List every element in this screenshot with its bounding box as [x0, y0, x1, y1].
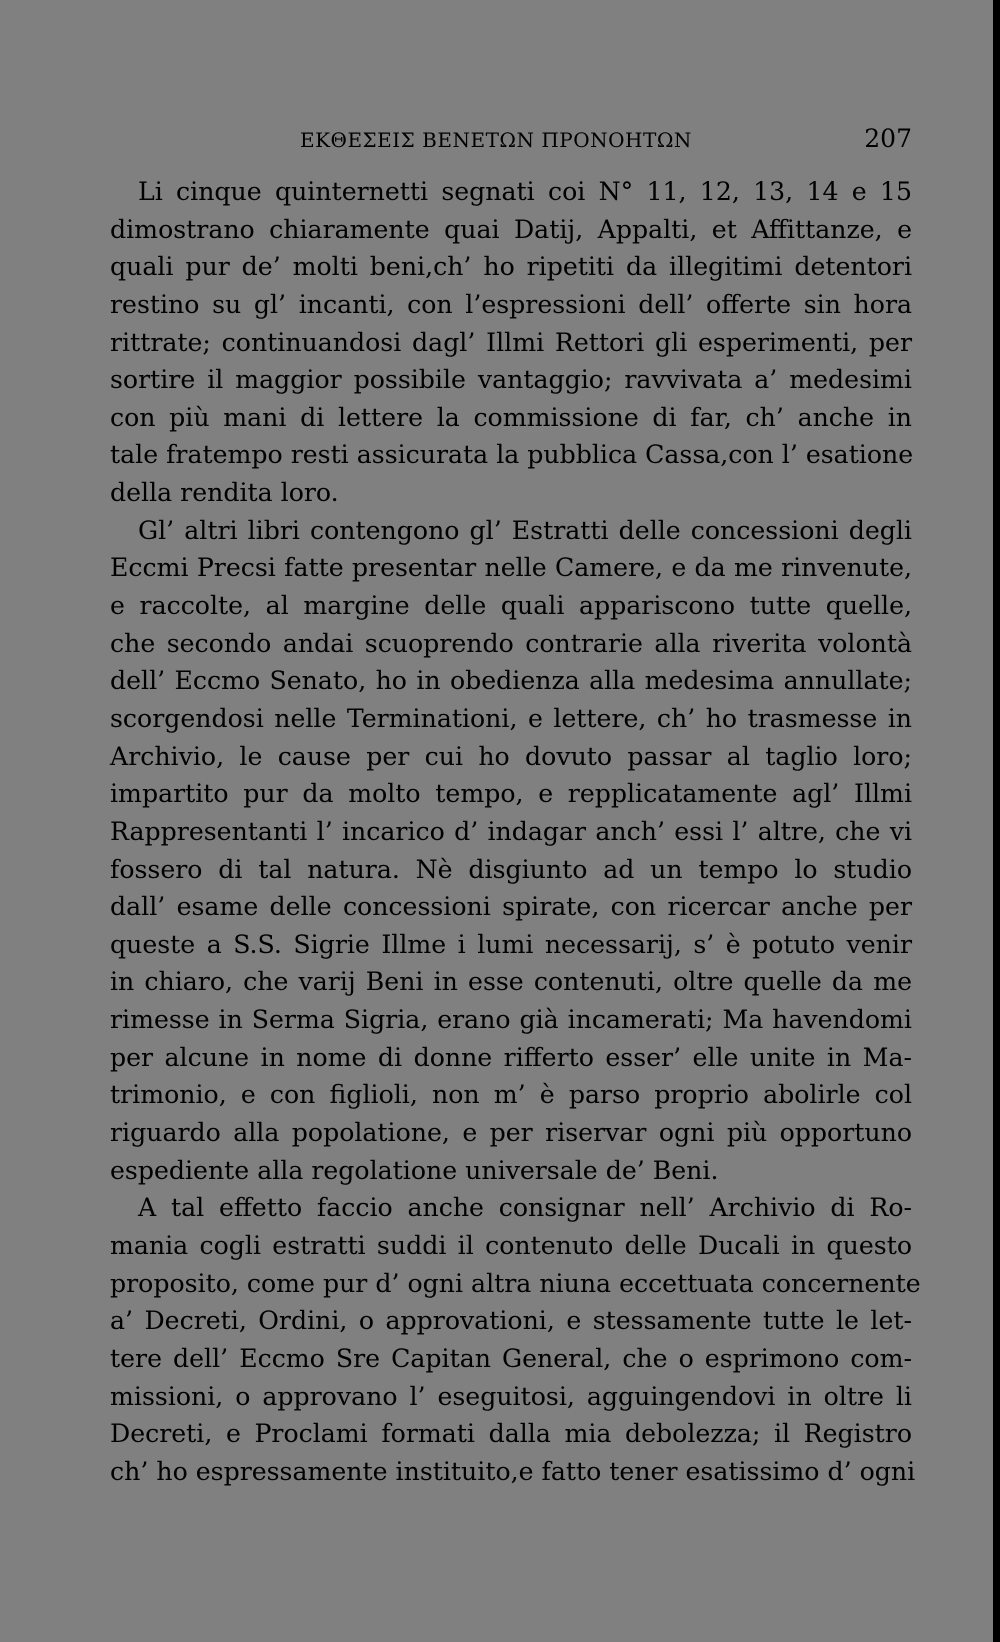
text-line: per alcune in nome di donne rifferto esser’ elle unite in Ma- — [110, 1042, 912, 1072]
scan-border — [993, 0, 1000, 1642]
text-line: queste a S.S. Sigrie Illme i lumi necessarij, s’ è potuto venir — [110, 929, 912, 959]
text-line: rittrate; continuandosi dagl’ Illmi Rettori gli esperimenti, per — [110, 327, 912, 357]
text-line: che secondo andai scuoprendo contrarie alla riverita volontà — [110, 628, 912, 658]
text-line: e raccolte, al margine delle quali appariscono tutte quelle, — [110, 591, 912, 621]
text-line: restino su gl’ incanti, con l’espressioni dell’ offerte sin hora — [110, 289, 912, 319]
text-line: fossero di tal natura. Nè disgiunto ad un tempo lo studio — [110, 854, 912, 884]
body-text — [110, 173, 921, 1490]
text-line: impartito pur da molto tempo, e repplicatamente agl’ Illmi — [110, 779, 912, 809]
text-line: quali pur de’ molti beni,ch’ ho ripetiti da illegitimi detentori — [110, 252, 912, 282]
text-line: dimostrano chiaramente quai Datij, Appalti, et Affittanze, e — [110, 214, 912, 244]
text-line: Rappresentanti l’ incarico d’ indagar anch’ essi l’ altre, che vi — [110, 816, 912, 846]
text-line: riguardo alla popolatione, e per riservar ogni più opportuno — [110, 1118, 912, 1148]
text-line: tere dell’ Eccmo Sre Capitan General, che o esprimono com- — [110, 1343, 912, 1373]
text-line: ch’ ho espressamente instituito,e fatto tener esatissimo d’ ogni — [110, 1456, 916, 1486]
text-line: Gl’ altri libri contengono gl’ Estratti delle concessioni degli — [138, 515, 912, 545]
text-line: sortire il maggior possibile vantaggio; ravvivata a’ medesimi — [110, 365, 912, 395]
text-line: A tal effetto faccio anche consignar nell’ Archivio di Ro- — [138, 1193, 912, 1223]
page-number: 207 — [864, 124, 912, 153]
text-line: scorgendosi nelle Terminationi, e lettere, ch’ ho trasmesse in — [110, 703, 912, 733]
text-line: espediente alla regolatione universale de’ Beni. — [110, 1155, 719, 1185]
text-line: Li cinque quinternetti segnati coi N° 11, 12, 13, 14 e 15 — [138, 177, 912, 206]
text-line: proposito, come pur d’ ogni altra niuna eccettuata concernente — [110, 1268, 921, 1298]
text-line: tale fratempo resti assicurata la pubblica Cassa,con l’ esatione — [110, 440, 914, 470]
text-line: con più mani di lettere la commissione di far, ch’ anche in — [110, 402, 912, 432]
text-line: mania cogli estratti suddi il contenuto delle Ducali in questo — [110, 1230, 912, 1260]
text-line: a’ Decreti, Ordini, o approvationi, e stessamente tutte le let- — [110, 1306, 912, 1336]
running-title: ΕΚΘΕΣΕΙΣ ΒΕΝΕΤΩΝ ΠΡΟΝΟΗΤΩΝ — [300, 128, 692, 152]
text-line: dell’ Eccmo Senato, ho in obedienza alla medesima annullate; — [110, 666, 912, 696]
text-line: missioni, o approvano l’ eseguitosi, agguingendovi in oltre li — [110, 1381, 912, 1411]
text-line: dall’ esame delle concessioni spirate, con ricercar anche per — [110, 892, 912, 922]
text-line: in chiaro, che varij Beni in esse contenuti, oltre quelle da me — [110, 967, 912, 997]
text-line: Eccmi Precsi fatte presentar nelle Camere, e da me rinvenute, — [110, 553, 912, 583]
text-line: Decreti, e Proclami formati dalla mia debolezza; il Registro — [110, 1419, 912, 1449]
running-header — [300, 124, 912, 156]
text-line: rimesse in Serma Sigria, erano già incamerati; Ma havendomi — [110, 1005, 912, 1035]
text-line: trimonio, e con figlioli, non m’ è parso proprio abolirle col — [110, 1080, 912, 1110]
text-line: della rendita loro. — [110, 478, 339, 508]
text-line: Archivio, le cause per cui ho dovuto passar al taglio loro; — [110, 741, 912, 771]
